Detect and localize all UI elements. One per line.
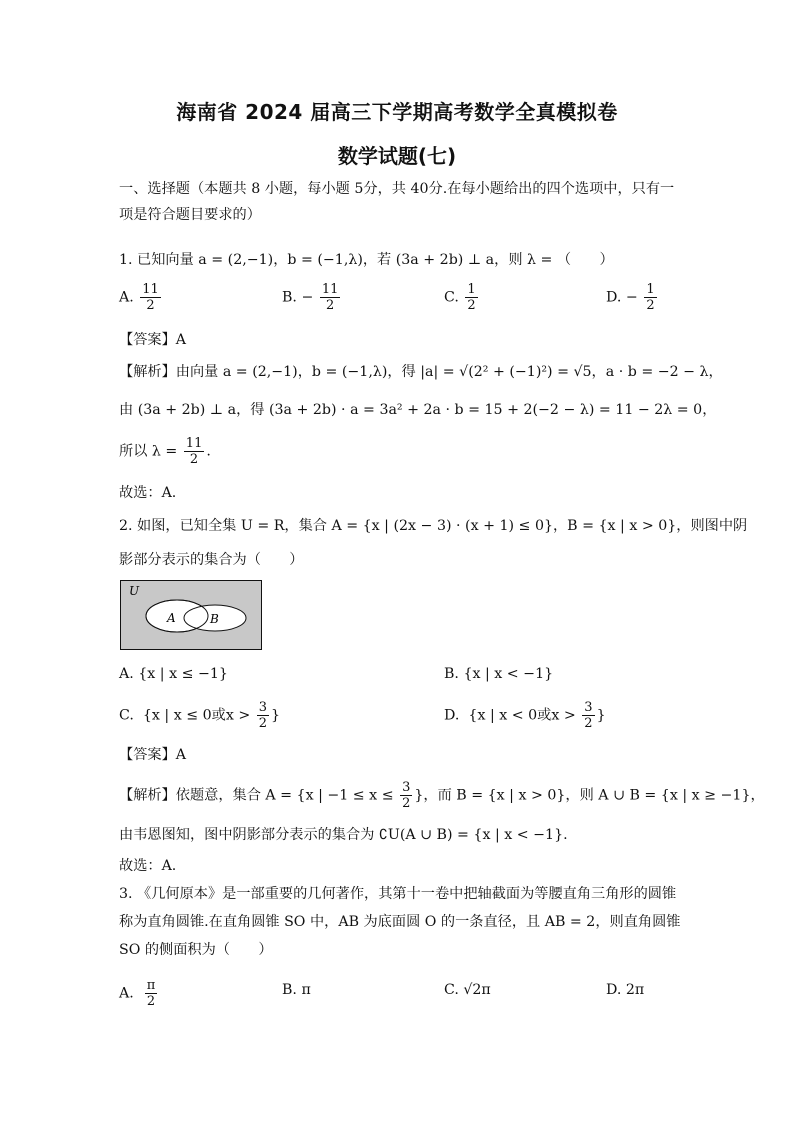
q1-analysis-fraction: $\frac{11}{2}$: [185, 436, 203, 467]
q1-option-d-letter: D.: [606, 289, 622, 306]
q3-option-a-fraction: $\frac{\pi}{2}$: [146, 978, 156, 1009]
venn-diagram: [120, 580, 262, 650]
q3-option-b: B. π: [282, 982, 311, 998]
q1-analysis-line2: 由 (3a + 2b) ⊥ a，得 (3a + 2b) · a = 3a² + 2a · b = 15 + 2(−2 − λ) = 11 − 2λ = 0，: [119, 402, 717, 418]
q1-stem: 1. 已知向量 a = (2,−1)，b = (−1,λ)，若 (3a + 2b) ⊥ a，则 λ = （ ）: [119, 252, 614, 268]
q2-option-b: B. {x | x < −1}: [444, 666, 554, 682]
q2-analysis-line2: 由韦恩图知，图中阴影部分表示的集合为 ∁U(A ∪ B) = {x | x < −1}.: [119, 827, 568, 843]
q1-option-a-letter: A.: [119, 289, 134, 306]
q2-option-d-fraction: $\frac{3}{2}$: [584, 700, 593, 731]
q2-analysis-line1: 【解析】依题意，集合 A = {x | −1 ≤ x ≤ $\frac{3}{2}$ }，而 B = {x | x > 0}，则 A ∪ B = {x | x ≥ −1}，: [119, 780, 765, 811]
q3-option-c: C. √2π: [444, 982, 491, 998]
q1-option-c: [444, 282, 480, 313]
document-subtitle: 数学试题(七): [337, 144, 457, 168]
document-title: 海南省 2024 届高三下学期高考数学全真模拟卷: [176, 100, 618, 124]
q1-option-b-fraction: $\frac{11}{2}$: [321, 282, 339, 313]
q1-option-c-fraction: $\frac{1}{2}$: [467, 282, 476, 313]
q1-option-d-fraction: $\frac{1}{2}$: [646, 282, 655, 313]
section-heading-line1: 一、选择题（本题共 8 小题，每小题 5分，共 40分.在每小题给出的四个选项中，只有一: [119, 181, 675, 197]
venn-label-u: U: [129, 584, 140, 598]
q1-option-b: B. − $\frac{11}{2}$: [282, 282, 339, 313]
venn-label-b: B: [210, 612, 219, 626]
q2-option-c-fraction: $\frac{3}{2}$: [258, 700, 268, 731]
q2-stem-line1: 2. 如图，已知全集 U = R，集合 A = {x | (2x − 3) · (x + 1) ≤ 0}，B = {x | x > 0}，则图中阴: [119, 518, 748, 534]
q2-analysis-fraction: $\frac{3}{2}$: [402, 780, 411, 811]
q3-stem-line1: 3. 《几何原本》是一部重要的几何著作，其第十一卷中把轴截面为等腰直角三角形的圆锥: [119, 886, 677, 902]
q1-option-b-letter: B.: [282, 289, 297, 306]
q1-option-a-fraction: $\frac{11}{2}$: [142, 282, 159, 313]
q2-stem-line2: 影部分表示的集合为（ ）: [119, 552, 304, 568]
q1-conclusion: 故选：A.: [119, 485, 177, 501]
q3-option-a: A. $\frac{\pi}{2}$: [119, 978, 156, 1009]
q1-analysis-line3: 所以 λ = $\frac{11}{2}$ .: [119, 436, 211, 467]
q2-answer: 【答案】A: [119, 747, 186, 763]
q2-option-a: A. {x | x ≤ −1}: [119, 666, 228, 682]
q2-conclusion: 故选：A.: [119, 858, 177, 874]
q1-answer: 【答案】A: [119, 332, 186, 348]
q3-stem-line3: SO 的侧面积为（ ）: [119, 942, 273, 958]
q1-option-d: D. − $\frac{1}{2}$: [606, 282, 655, 313]
q1-option-c-letter: C.: [444, 289, 459, 306]
section-heading-line2: 项是符合题目要求的）: [119, 207, 261, 223]
q2-option-c: C. {x | x ≤ 0或x > $\frac{3}{2}$ }: [119, 700, 281, 731]
venn-label-a: A: [167, 611, 176, 625]
q2-option-d: D. {x | x < 0或x > $\frac{3}{2}$ }: [444, 700, 606, 731]
q1-option-a: [119, 282, 163, 313]
q3-option-d: D. 2π: [606, 982, 645, 998]
q1-analysis-line1: 【解析】由向量 a = (2,−1)，b = (−1,λ)，得 |a| = √(2² + (−1)²) = √5，a · b = −2 − λ，: [119, 364, 723, 380]
q3-stem-line2: 称为直角圆锥.在直角圆锥 SO 中，AB 为底面圆 O 的一条直径，且 AB = 2，则直角圆锥: [119, 914, 681, 930]
